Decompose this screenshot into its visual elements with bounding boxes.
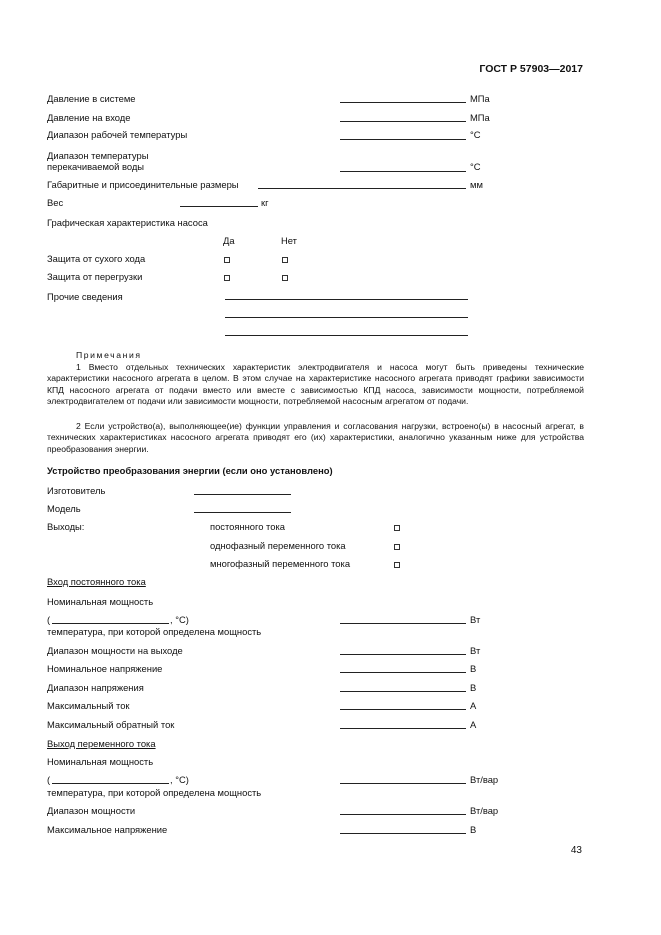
system-pressure-label: Давление в системе (47, 93, 136, 104)
dry-run-no-checkbox[interactable] (282, 257, 288, 263)
temp-range-field[interactable] (340, 139, 466, 140)
dc-max-reverse-current-label: Максимальный обратный ток (47, 719, 175, 730)
pumped-water-temp-field[interactable] (340, 171, 466, 172)
temp-range-label: Диапазон рабочей температуры (47, 129, 188, 140)
other-info-line-2[interactable] (225, 317, 468, 318)
dc-max-reverse-current-field[interactable] (340, 728, 466, 729)
dc-nominal-voltage-label: Номинальное напряжение (47, 663, 163, 674)
dc-output-label: постоянного тока (210, 521, 285, 532)
inlet-pressure-field[interactable] (340, 121, 466, 122)
dc-output-power-range-label: Диапазон мощности на выходе (47, 645, 183, 656)
dc-output-power-range-unit: Вт (470, 645, 481, 656)
dc-max-reverse-current-unit: А (470, 719, 477, 730)
ac-single-output-checkbox[interactable] (394, 544, 400, 550)
dc-temp-caption: температура, при которой определена мощность (47, 626, 262, 637)
ac-power-range-field[interactable] (340, 814, 466, 815)
dc-temp-close: , °С) (170, 614, 189, 625)
weight-label: Вес (47, 197, 64, 208)
system-pressure-field[interactable] (340, 102, 466, 103)
ac-nominal-power-label: Номинальная мощность (47, 756, 154, 767)
ac-output-heading: Выход переменного тока (47, 738, 156, 749)
system-pressure-unit: МПа (470, 93, 490, 104)
no-column-label: Нет (281, 235, 297, 246)
ac-power-range-label: Диапазон мощности (47, 805, 136, 816)
note-1: 1 Вместо отдельных технических характеристик электродвигателя и насоса могут быть приведены технические характеристики насосного агрегата в целом. В этом случае на характеристике насосного агрегата приводят графики зависимости КПД насосного агрегата от подачи вместо или вместе с зависимостью КПД насоса, зависимости мощности, потребляемой электродвигателем от подачи или зависимости мощности, потребляемой насосным агрегатом от подачи. (47, 362, 584, 406)
inlet-pressure-unit: МПа (470, 112, 490, 123)
ac-max-voltage-label: Максимальное напряжение (47, 824, 168, 835)
ac-multi-output-checkbox[interactable] (394, 562, 400, 568)
dry-run-label: Защита от сухого хода (47, 253, 146, 264)
page-number: 43 (570, 845, 582, 856)
dc-max-current-unit: А (470, 700, 477, 711)
dc-nominal-voltage-unit: В (470, 663, 477, 674)
model-label: Модель (47, 503, 81, 514)
pumped-water-temp-label-1: Диапазон температуры (47, 150, 149, 161)
dc-max-current-label: Максимальный ток (47, 700, 130, 711)
weight-field[interactable] (180, 206, 258, 207)
ac-temp-caption: температура, при которой определена мощность (47, 787, 262, 798)
ac-power-range-unit: Вт/вар (470, 805, 499, 816)
dc-nominal-voltage-field[interactable] (340, 672, 466, 673)
other-info-line-3[interactable] (225, 335, 468, 336)
ac-nominal-power-field[interactable] (340, 783, 466, 784)
pumped-water-temp-unit: °С (470, 161, 481, 172)
dc-nominal-power-field[interactable] (340, 623, 466, 624)
notes-title: Примечания (76, 350, 142, 360)
pumped-water-temp-label-2: перекачиваемой воды (47, 161, 145, 172)
dc-output-power-range-field[interactable] (340, 654, 466, 655)
other-info-line-1[interactable] (225, 299, 468, 300)
temp-range-unit: °С (470, 129, 481, 140)
dc-nominal-power-label: Номинальная мощность (47, 596, 154, 607)
dimensions-label: Габаритные и присоединительные размеры (47, 179, 239, 190)
model-field[interactable] (194, 512, 291, 513)
dc-nominal-power-unit: Вт (470, 614, 481, 625)
manufacturer-field[interactable] (194, 494, 291, 495)
yes-column-label: Да (223, 235, 235, 246)
graph-label: Графическая характеристика насоса (47, 217, 208, 228)
dc-input-heading: Вход постоянного тока (47, 576, 146, 587)
other-info-label: Прочие сведения (47, 291, 123, 302)
note-2: 2 Если устройство(а), выполняющее(ие) функции управления и согласования нагрузки, встроено(ы) в насосный агрегат, в технических характеристиках насосного агрегата приводят его (их) характеристики, аналогично указанным ниже для устройства преобразования энергии. (47, 421, 584, 454)
dc-max-current-field[interactable] (340, 709, 466, 710)
manufacturer-label: Изготовитель (47, 485, 106, 496)
ac-temp-field[interactable] (52, 783, 169, 784)
ac-multi-output-label: многофазный переменного тока (210, 558, 351, 569)
dc-temp-open: ( (47, 614, 51, 625)
dc-voltage-range-label: Диапазон напряжения (47, 682, 144, 693)
ac-nominal-power-unit: Вт/вар (470, 774, 499, 785)
overload-label: Защита от перегрузки (47, 271, 143, 282)
ac-max-voltage-field[interactable] (340, 833, 466, 834)
dimensions-unit: мм (470, 179, 483, 190)
dc-voltage-range-unit: В (470, 682, 477, 693)
ac-temp-open: ( (47, 774, 51, 785)
dc-temp-field[interactable] (52, 623, 169, 624)
converter-heading: Устройство преобразования энергии (если оно установлено) (47, 465, 333, 476)
document-code: ГОСТ Р 57903—2017 (479, 63, 583, 75)
weight-unit: кг (261, 197, 269, 208)
inlet-pressure-label: Давление на входе (47, 112, 131, 123)
overload-no-checkbox[interactable] (282, 275, 288, 281)
dc-voltage-range-field[interactable] (340, 691, 466, 692)
ac-temp-close: , °С) (170, 774, 189, 785)
outputs-label: Выходы: (47, 521, 85, 532)
ac-single-output-label: однофазный переменного тока (210, 540, 346, 551)
overload-yes-checkbox[interactable] (224, 275, 230, 281)
dc-output-checkbox[interactable] (394, 525, 400, 531)
ac-max-voltage-unit: В (470, 824, 477, 835)
dimensions-field[interactable] (258, 188, 466, 189)
dry-run-yes-checkbox[interactable] (224, 257, 230, 263)
